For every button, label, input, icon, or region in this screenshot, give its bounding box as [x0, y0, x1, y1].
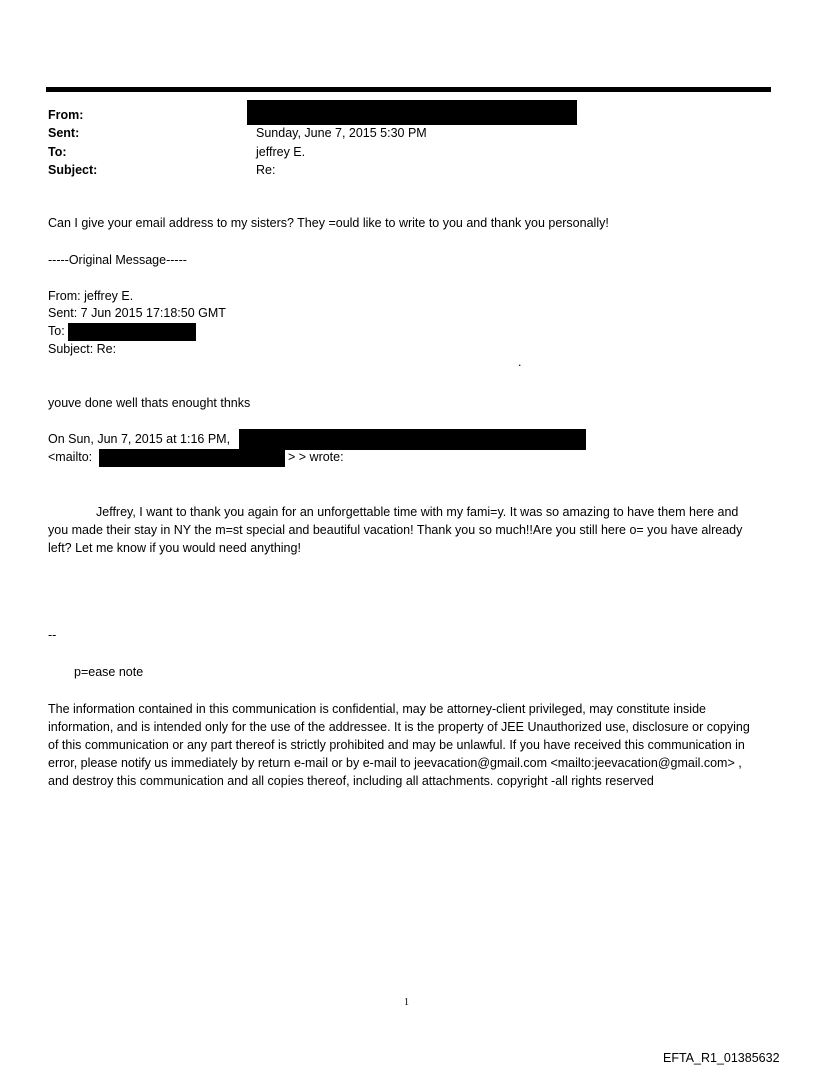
subject-label: Subject:: [48, 163, 98, 177]
message-paragraph: Jeffrey, I want to thank you again for an unforgettable time with my fami=y. It was so amazing to have them here and you made their stay in NY the m=st special and beautiful vacation! Thank you so much!!Are you still here o= you have already left? Let me know if you would need anything!: [48, 505, 743, 555]
mailto-prefix: <mailto:: [48, 450, 93, 464]
to-value: jeffrey E.: [256, 145, 306, 159]
wrote-suffix: > > wrote:: [288, 450, 344, 464]
from-redaction: [247, 100, 577, 125]
orig-to: To:: [48, 324, 65, 338]
reply-text: Can I give your email address to my sisters? They =ould like to write to you and thank you personally!: [48, 216, 609, 230]
from-label: From:: [48, 108, 84, 122]
orig-from: From: jeffrey E.: [48, 289, 134, 303]
subject-value: Re:: [256, 163, 276, 177]
top-rule: [46, 87, 771, 92]
orig-sent: Sent: 7 Jun 2015 17:18:50 GMT: [48, 306, 226, 320]
sent-value: Sunday, June 7, 2015 5:30 PM: [256, 126, 427, 140]
orig-to-redaction: [68, 323, 196, 341]
quick-reply: youve done well thats enought thnks: [48, 396, 251, 410]
on-date-line: On Sun, Jun 7, 2015 at 1:16 PM,: [48, 432, 231, 446]
document-id: EFTA_R1_01385632: [663, 1051, 780, 1065]
mailto-redaction: [99, 449, 285, 467]
sender-redaction: [239, 429, 586, 450]
original-message-marker: -----Original Message-----: [48, 253, 187, 267]
stray-dot: .: [518, 355, 522, 369]
signature-dash: --: [48, 628, 57, 642]
to-label: To:: [48, 145, 67, 159]
page-number: 1: [404, 997, 409, 1008]
sent-label: Sent:: [48, 126, 80, 140]
disclaimer-paragraph: The information contained in this communication is confidential, may be attorney-client privileged, may constitute inside information, and is intended only for the use of the addressee. It is the property of JEE Unauthorized use, disclosure or copying of this communication or any part thereof is strictly prohibited and may be unlawful. If you have received this communication in error, please notify us immediately by return e-mail or by e-mail to jeevacation@gmail.com <mailto:jeevacation@gmail.com> , and destroy this communication and all copies thereof, including all attachments. copyright -all rights reserved: [48, 702, 750, 788]
orig-subject: Subject: Re:: [48, 342, 117, 356]
please-note: p=ease note: [74, 665, 144, 679]
